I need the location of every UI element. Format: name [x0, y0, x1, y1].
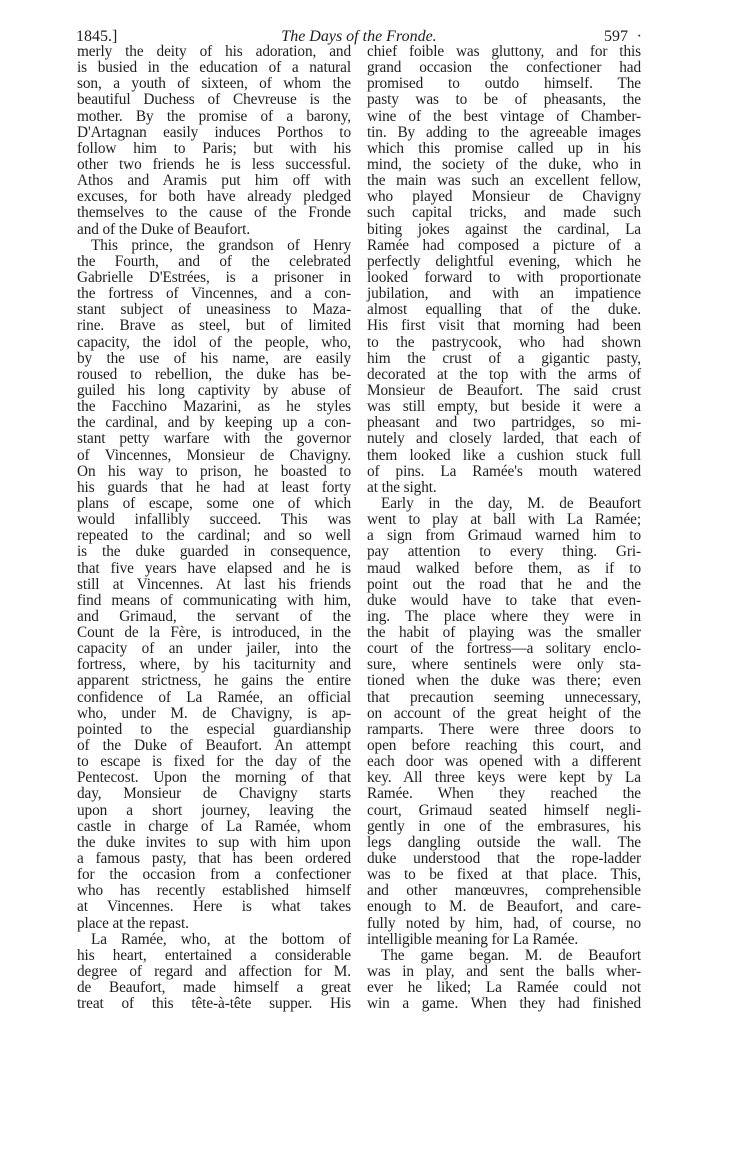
- page-number: 597: [604, 28, 628, 45]
- text-line: at the sight.: [367, 478, 437, 496]
- text-line: Monsieur de Beaufort. The said crust: [367, 381, 641, 399]
- text-line: jubilation, and with an impatience: [367, 285, 641, 303]
- text-line: grand occasion the confectioner had: [367, 59, 641, 77]
- text-line: pay attention to every thing. Gri-: [367, 543, 641, 561]
- text-line: them looked like a cushion stuck full: [367, 446, 641, 464]
- text-line: open before reaching this court, and: [367, 737, 641, 755]
- text-line: Athos and Aramis put him off with: [77, 172, 351, 190]
- text-line: promised to outdo himself. The: [367, 75, 641, 93]
- text-line: treat of this tête-à-tête supper. His: [77, 995, 351, 1013]
- text-line: of pins. La Ramée's mouth watered: [367, 462, 641, 480]
- text-line: enough to M. de Beaufort, and care-: [367, 898, 641, 916]
- text-line: Ramée. When they reached the: [367, 785, 641, 803]
- text-line: apparent strictness, he gains the entire: [77, 672, 351, 690]
- text-line: looked forward to with proportionate: [367, 268, 641, 286]
- text-line: rine. Brave as steel, but of limited: [77, 317, 351, 335]
- text-line: is busied in the education of a natural: [77, 59, 351, 77]
- text-line: the duke invites to sup with him upon: [77, 833, 351, 851]
- text-line: biting jokes against the cardinal, La: [367, 220, 641, 238]
- text-line: son, a youth of sixteen, of whom the: [77, 75, 351, 93]
- text-line: roused to rebellion, the duke has be-: [77, 365, 351, 383]
- text-line: tioned when the duke was there; even: [367, 672, 641, 690]
- text-line: legs dangling outside the wall. The: [367, 833, 641, 851]
- text-line: nutely and closely larded, that each of: [367, 430, 641, 448]
- text-line: who played Monsieur de Chavigny: [367, 188, 641, 206]
- text-line: duke understood that the rope-ladder: [367, 850, 641, 868]
- text-line: On his way to prison, he boasted to: [77, 462, 351, 480]
- text-line: win a game. When they had finished: [367, 995, 641, 1013]
- text-line: fortress, where, by his taciturnity and: [77, 656, 351, 674]
- running-head-title: The Days of the Fronde.: [281, 28, 437, 45]
- text-line: at Vincennes. Here is what takes: [77, 898, 351, 916]
- text-line: This prince, the grandson of Henry: [91, 236, 351, 254]
- text-line: plans of escape, some one of which: [77, 494, 351, 512]
- text-line: ramparts. There were three doors to: [367, 720, 641, 738]
- text-line: court of the fortress—a solitary enclo-: [367, 640, 641, 658]
- text-line: mother. By the promise of a barony,: [77, 107, 351, 125]
- text-line: castle in charge of La Ramée, whom: [77, 817, 351, 835]
- text-line: other two friends he is less successful.: [77, 155, 351, 173]
- text-line: still at Vincennes. At last his friends: [77, 575, 351, 593]
- text-line: that precaution seeming unnecessary,: [367, 688, 641, 706]
- text-line: de Beaufort, made himself a great: [77, 979, 351, 997]
- text-line: Ramée had composed a picture of a: [367, 236, 641, 254]
- printer-mark: ·: [636, 28, 642, 45]
- text-line: tin. By adding to the agreeable images: [367, 123, 641, 141]
- text-line: of Vincennes, Monsieur de Chavigny.: [77, 446, 351, 464]
- text-line: key. All three keys were kept by La: [367, 769, 641, 787]
- text-line: each door was opened with a different: [367, 753, 641, 771]
- text-line: the Facchino Mazarini, as he styles: [77, 398, 351, 416]
- text-line: on account of the great height of the: [367, 704, 641, 722]
- text-line: went to play at ball with La Ramée;: [367, 511, 641, 529]
- text-line: excuses, for both have already pledged: [77, 188, 351, 206]
- text-line: was to be fixed at that place. This,: [367, 866, 641, 884]
- text-line: stant subject of uneasiness to Maza-: [77, 301, 351, 319]
- text-line: him the crust of a gigantic pasty,: [367, 349, 641, 367]
- text-line: who has recently established himself: [77, 882, 351, 900]
- text-line: sure, where sentinels were only sta-: [367, 656, 641, 674]
- text-line: the Fourth, and of the celebrated: [77, 252, 351, 270]
- text-line: duke would have to take that even-: [367, 591, 641, 609]
- text-line: to the pastrycook, who had shown: [367, 333, 641, 351]
- text-line: Count de la Fère, is introduced, in the: [77, 624, 351, 642]
- text-line: which this promise called up in his: [367, 139, 641, 157]
- text-line: maud walked before them, as if to: [367, 559, 641, 577]
- text-line: D'Artagnan easily induces Porthos to: [77, 123, 351, 141]
- text-line: a sign from Grimaud warned him to: [367, 527, 641, 545]
- text-line: Gabrielle D'Estrées, is a prisoner in: [77, 268, 351, 286]
- text-line: ing. The place where they were in: [367, 607, 641, 625]
- text-line: for the occasion from a confectioner: [77, 866, 351, 884]
- text-line: pheasant and two partridges, so mi-: [367, 414, 641, 432]
- text-line: would infallibly succeed. This was: [77, 511, 351, 529]
- text-line: beautiful Duchess of Chevreuse is the: [77, 91, 351, 109]
- text-line: find means of communicating with him,: [77, 591, 351, 609]
- text-line: the habit of playing was the smaller: [367, 624, 641, 642]
- text-line: the main was such an excellent fellow,: [367, 172, 641, 190]
- text-line: who, under M. de Chavigny, is ap-: [77, 704, 351, 722]
- text-line: was in play, and sent the balls wher-: [367, 963, 641, 981]
- text-line: the fortress of Vincennes, and a con-: [77, 285, 351, 303]
- text-line: the cardinal, and by keeping up a con-: [77, 414, 351, 432]
- text-line: stant petty warfare with the governor: [77, 430, 351, 448]
- text-line: Pentecost. Upon the morning of that: [77, 769, 351, 787]
- text-line: themselves to the cause of the Fronde: [77, 204, 351, 222]
- text-line: chief foible was gluttony, and for this: [367, 43, 641, 60]
- text-line: repeated to the cardinal; and so well: [77, 527, 351, 545]
- text-line: degree of regard and affection for M.: [77, 963, 351, 981]
- text-line: court, Grimaud seated himself negli-: [367, 801, 641, 819]
- text-line: follow him to Paris; but with his: [77, 139, 351, 157]
- text-line: decorated at the top with the arms of: [367, 365, 641, 383]
- text-column-left: [77, 44, 351, 1012]
- text-column-right: [367, 44, 641, 1012]
- text-line: his heart, entertained a considerable: [77, 946, 351, 964]
- text-line: His first visit that morning had been: [367, 317, 641, 335]
- text-line: a famous pasty, that has been ordered: [77, 850, 351, 868]
- text-line: and other manœuvres, comprehensible: [367, 882, 641, 900]
- text-line: ever he liked; La Ramée could not: [367, 979, 641, 997]
- text-line: capacity, the idol of the people, who,: [77, 333, 351, 351]
- text-line: pointed to the especial guardianship: [77, 720, 351, 738]
- text-line: that five years have elapsed and he is: [77, 559, 351, 577]
- text-line: his guards that he had at least forty: [77, 478, 351, 496]
- text-line: La Ramée, who, at the bottom of: [91, 930, 351, 948]
- text-line: by the use of his name, are easily: [77, 349, 351, 367]
- text-line: merly the deity of his adoration, and: [77, 43, 351, 60]
- text-line: point out the road that he and the: [367, 575, 641, 593]
- text-line: wine of the best vintage of Chamber-: [367, 107, 641, 125]
- text-line: Early in the day, M. de Beaufort: [381, 494, 641, 512]
- text-line: is the duke guarded in consequence,: [77, 543, 351, 561]
- text-line: almost equalling that of the duke.: [367, 301, 641, 319]
- running-head-year: 1845.]: [76, 28, 118, 45]
- text-line: fully noted by him, had, of course, no: [367, 914, 641, 932]
- text-line: place at the repast.: [77, 914, 189, 932]
- text-line: capacity of an under jailer, into the: [77, 640, 351, 658]
- text-line: pasty was to be of pheasants, the: [367, 91, 641, 109]
- text-line: day, Monsieur de Chavigny starts: [77, 785, 351, 803]
- text-line: was still empty, but beside it were a: [367, 398, 641, 416]
- text-line: perfectly delightful evening, which he: [367, 252, 641, 270]
- text-line: such capital tricks, and made such: [367, 204, 641, 222]
- text-line: mind, the society of the duke, who in: [367, 155, 641, 173]
- text-line: gently in one of the embrasures, his: [367, 817, 641, 835]
- text-line: intelligible meaning for La Ramée.: [367, 930, 579, 948]
- text-line: confidence of La Ramée, an official: [77, 688, 351, 706]
- text-line: of the Duke of Beaufort. An attempt: [77, 737, 351, 755]
- text-line: and Grimaud, the servant of the: [77, 607, 351, 625]
- text-line: upon a short journey, leaving the: [77, 801, 351, 819]
- text-line: to escape is fixed for the day of the: [77, 753, 351, 771]
- text-line: guiled his long captivity by abuse of: [77, 381, 351, 399]
- text-line: and of the Duke of Beaufort.: [77, 220, 251, 238]
- text-line: The game began. M. de Beaufort: [381, 946, 641, 964]
